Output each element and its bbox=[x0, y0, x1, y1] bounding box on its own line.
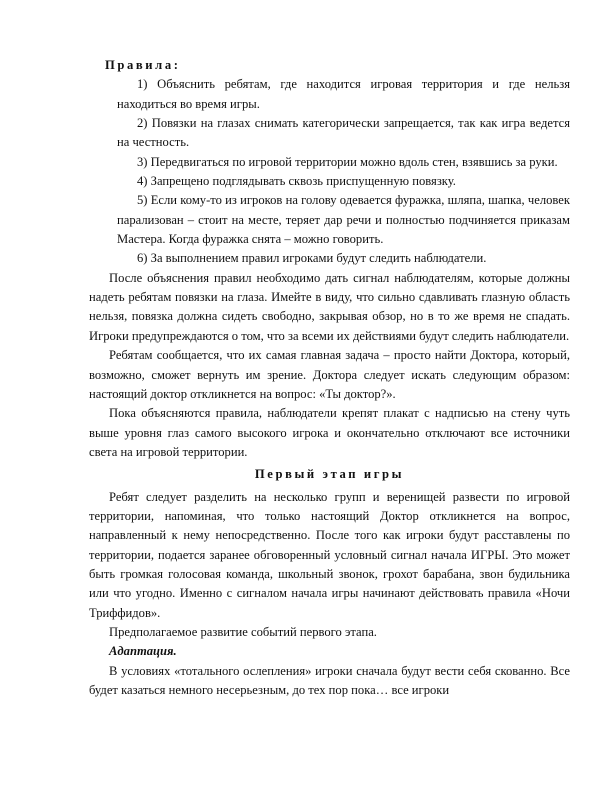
rule-item-2: 2) Повязки на глазах снимать категорически запрещается, так как игра ведется на честность. bbox=[117, 116, 570, 150]
rule-item-6: 6) За выполнением правил игроками будут следить наблюдатели. bbox=[137, 251, 487, 266]
rule-item-5: 5) Если кому-то из игроков на голову одевается фуражка, шляпа, шапка, человек парализован – стоит на месте, теряет дар речи и полностью подчиняется приказам Мастера. Когда фуражка снята – можно говорить. bbox=[117, 193, 570, 247]
paragraph-blindfold-instructions: После объяснения правил необходимо дать сигнал наблюдателям, которые должны надеть ребятам повязки на глаза. Имейте в виду, что сильно сдавливать глазную область нельзя, повязка должна сидеть свободно, закрывая обзор, но в то же время не спадать. Игроки предупреждаются о том, что за всеми их действиями будут следить наблюдатели. bbox=[89, 270, 570, 343]
paragraph-stage-setup: Ребят следует разделить на несколько групп и веренищей развести по игровой территории, напоминая, что только настоящий Доктор откликнется на вопрос, направленный к нему непосредственно. После того как игроки будут расставлены по территории, подается заранее обговоренный условный сигнал начала ИГРЫ. Это может быть громкая голосовая команда, школьный звонок, грохот барабана, звон будильника или что угодно. Именно с сигналом начала игры начинают действовать правила «Ночи Триффидов». bbox=[89, 489, 570, 620]
document-body bbox=[89, 56, 570, 700]
rules-list bbox=[89, 75, 570, 268]
paragraph-adaptation: В условиях «тотального ослепления» игроки сначала будут вести себя скованно. Все будет казаться немного несерьезным, до тех пор пока… все игроки bbox=[89, 663, 570, 697]
adaptation-heading: Адаптация. bbox=[109, 644, 177, 659]
paragraph-poster-setup: Пока объясняются правила, наблюдатели крепят плакат с надписью на стену чуть выше уровня глаз самого высокого игрока и окончательно отключают все источники света на игровой территории. bbox=[89, 406, 570, 459]
rule-item-3: 3) Передвигаться по игровой территории можно вдоль стен, взявшись за руки. bbox=[137, 154, 558, 169]
rule-item-1: 1) Объяснить ребятам, где находится игровая территория и где нельзя находиться во время игры. bbox=[117, 77, 570, 111]
paragraph-main-task: Ребятам сообщается, что их самая главная задача – просто найти Доктора, который, возможно, сможет вернуть им зрение. Доктора следует искать следующим образом: настоящий доктор откликнется на вопрос: «Ты доктор?». bbox=[89, 348, 570, 401]
rules-heading: Правила: bbox=[105, 58, 181, 72]
stage-heading: Первый этап игры bbox=[254, 467, 405, 482]
paragraph-expected-events: Предполагаемое развитие событий первого этапа. bbox=[109, 624, 377, 639]
rule-item-4: 4) Запрещено подглядывать сквозь приспущенную повязку. bbox=[137, 174, 456, 189]
